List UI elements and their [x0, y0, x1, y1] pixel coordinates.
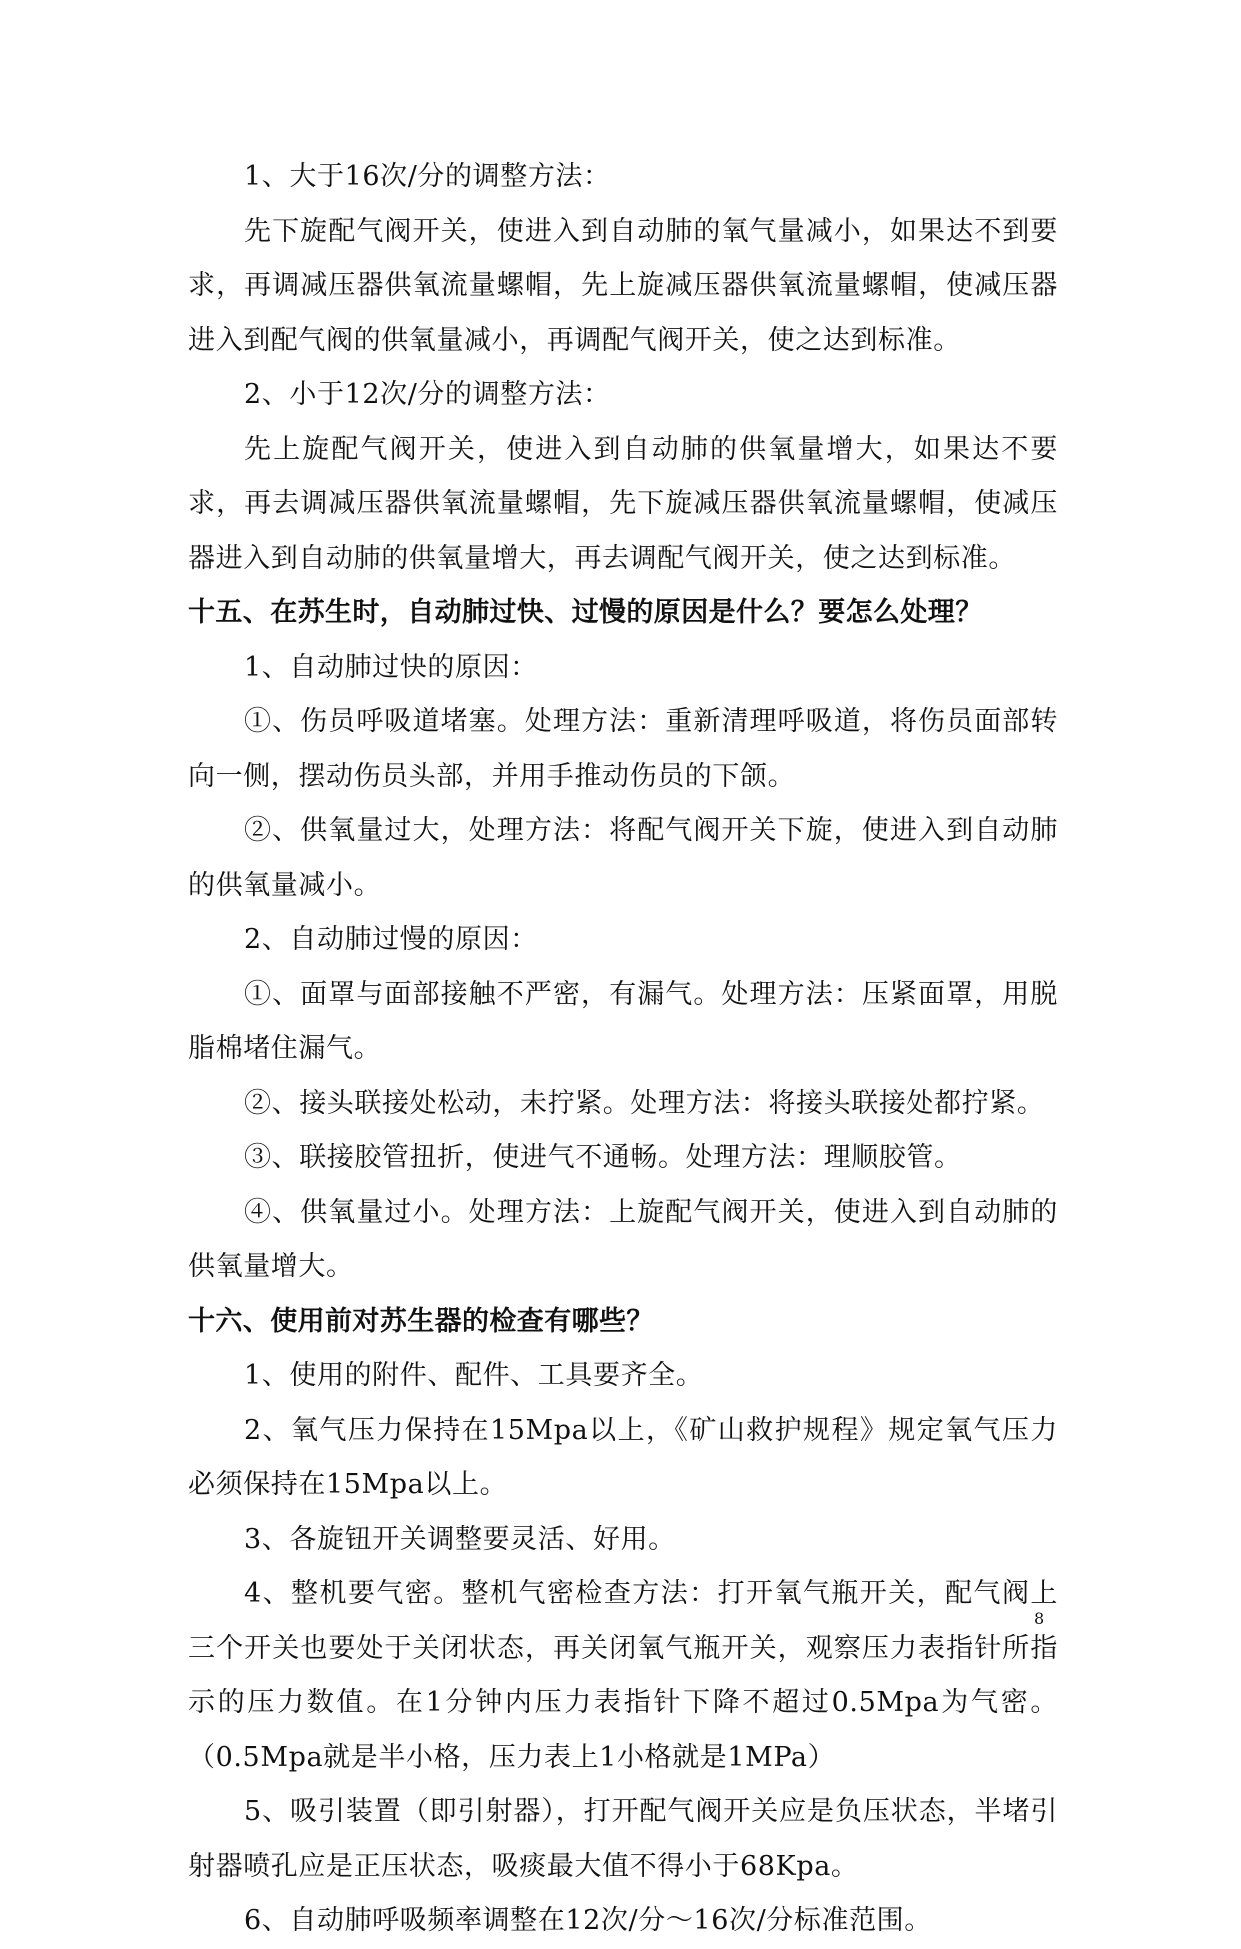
paragraph: 3、各旋钮开关调整要灵活、好用。 — [244, 1523, 676, 1555]
paragraph: 2、氧气压力保持在15Mpa以上，《矿山救护规程》规定氧气压力必须保持在15Mpa以上。 — [188, 1414, 1058, 1500]
paragraph: 6、自动肺呼吸频率调整在12次/分～16次/分标准范围。 — [244, 1905, 932, 1936]
paragraph: 2、自动肺过慢的原因： — [244, 924, 538, 955]
paragraph: ②、供氧量过大，处理方法：将配气阀开关下旋，使进入到自动肺的供氧量减小。 — [188, 815, 1058, 901]
paragraph: 5、吸引装置（即引射器），打开配气阀开关应是负压状态，半堵引射器喷孔应是正压状态，吸痰最大值不得小于68Kpa。 — [188, 1796, 1058, 1882]
paragraph: ①、伤员呼吸道堵塞。处理方法：重新清理呼吸道，将伤员面部转向一侧，摆动伤员头部，并用手推动伤员的下颌。 — [188, 706, 1058, 792]
section-heading: 十六、使用前对苏生器的检查有哪些？ — [188, 1305, 654, 1337]
page-number: 8 — [1034, 1609, 1045, 1628]
paragraph: 1、大于16次/分的调整方法： — [244, 161, 611, 192]
section-heading: 十五、在苏生时，自动肺过快、过慢的原因是什么？要怎么处理？ — [188, 597, 983, 628]
document-body — [188, 150, 1058, 1949]
paragraph: 4、整机要气密。整机气密检查方法：打开氧气瓶开关，配气阀上三个开关也要处于关闭状态，再关闭氧气瓶开关，观察压力表指针所指示的压力数值。在1分钟内压力表指针下降不超过0.5Mpa为气密。（0.5Mpa就是半小格，压力表上1小格就是1MPa） — [188, 1578, 1058, 1773]
paragraph: 1、自动肺过快的原因： — [244, 651, 538, 683]
paragraph: ③、联接胶管扭折，使进气不通畅。处理方法：理顺胶管。 — [244, 1142, 962, 1173]
paragraph: 2、小于12次/分的调整方法： — [244, 379, 611, 410]
paragraph: 1、使用的附件、配件、工具要齐全。 — [244, 1360, 704, 1391]
paragraph: ②、接头联接处松动，未拧紧。处理方法：将接头联接处都拧紧。 — [244, 1087, 1045, 1119]
paragraph: 先上旋配气阀开关，使进入到自动肺的供氧量增大，如果达不要求，再去调减压器供氧流量螺帽，先下旋减压器供氧流量螺帽，使减压器进入到自动肺的供氧量增大，再去调配气阀开关，使之达到标准。 — [188, 433, 1058, 574]
paragraph: ④、供氧量过小。处理方法：上旋配气阀开关，使进入到自动肺的供氧量增大。 — [188, 1196, 1058, 1282]
paragraph: 先下旋配气阀开关，使进入到自动肺的氧气量减小，如果达不到要求，再调减压器供氧流量螺帽，先上旋减压器供氧流量螺帽，使减压器进入到配气阀的供氧量减小，再调配气阀开关，使之达到标准。 — [188, 215, 1058, 356]
paragraph: ①、面罩与面部接触不严密，有漏气。处理方法：压紧面罩，用脱脂棉堵住漏气。 — [188, 978, 1058, 1064]
